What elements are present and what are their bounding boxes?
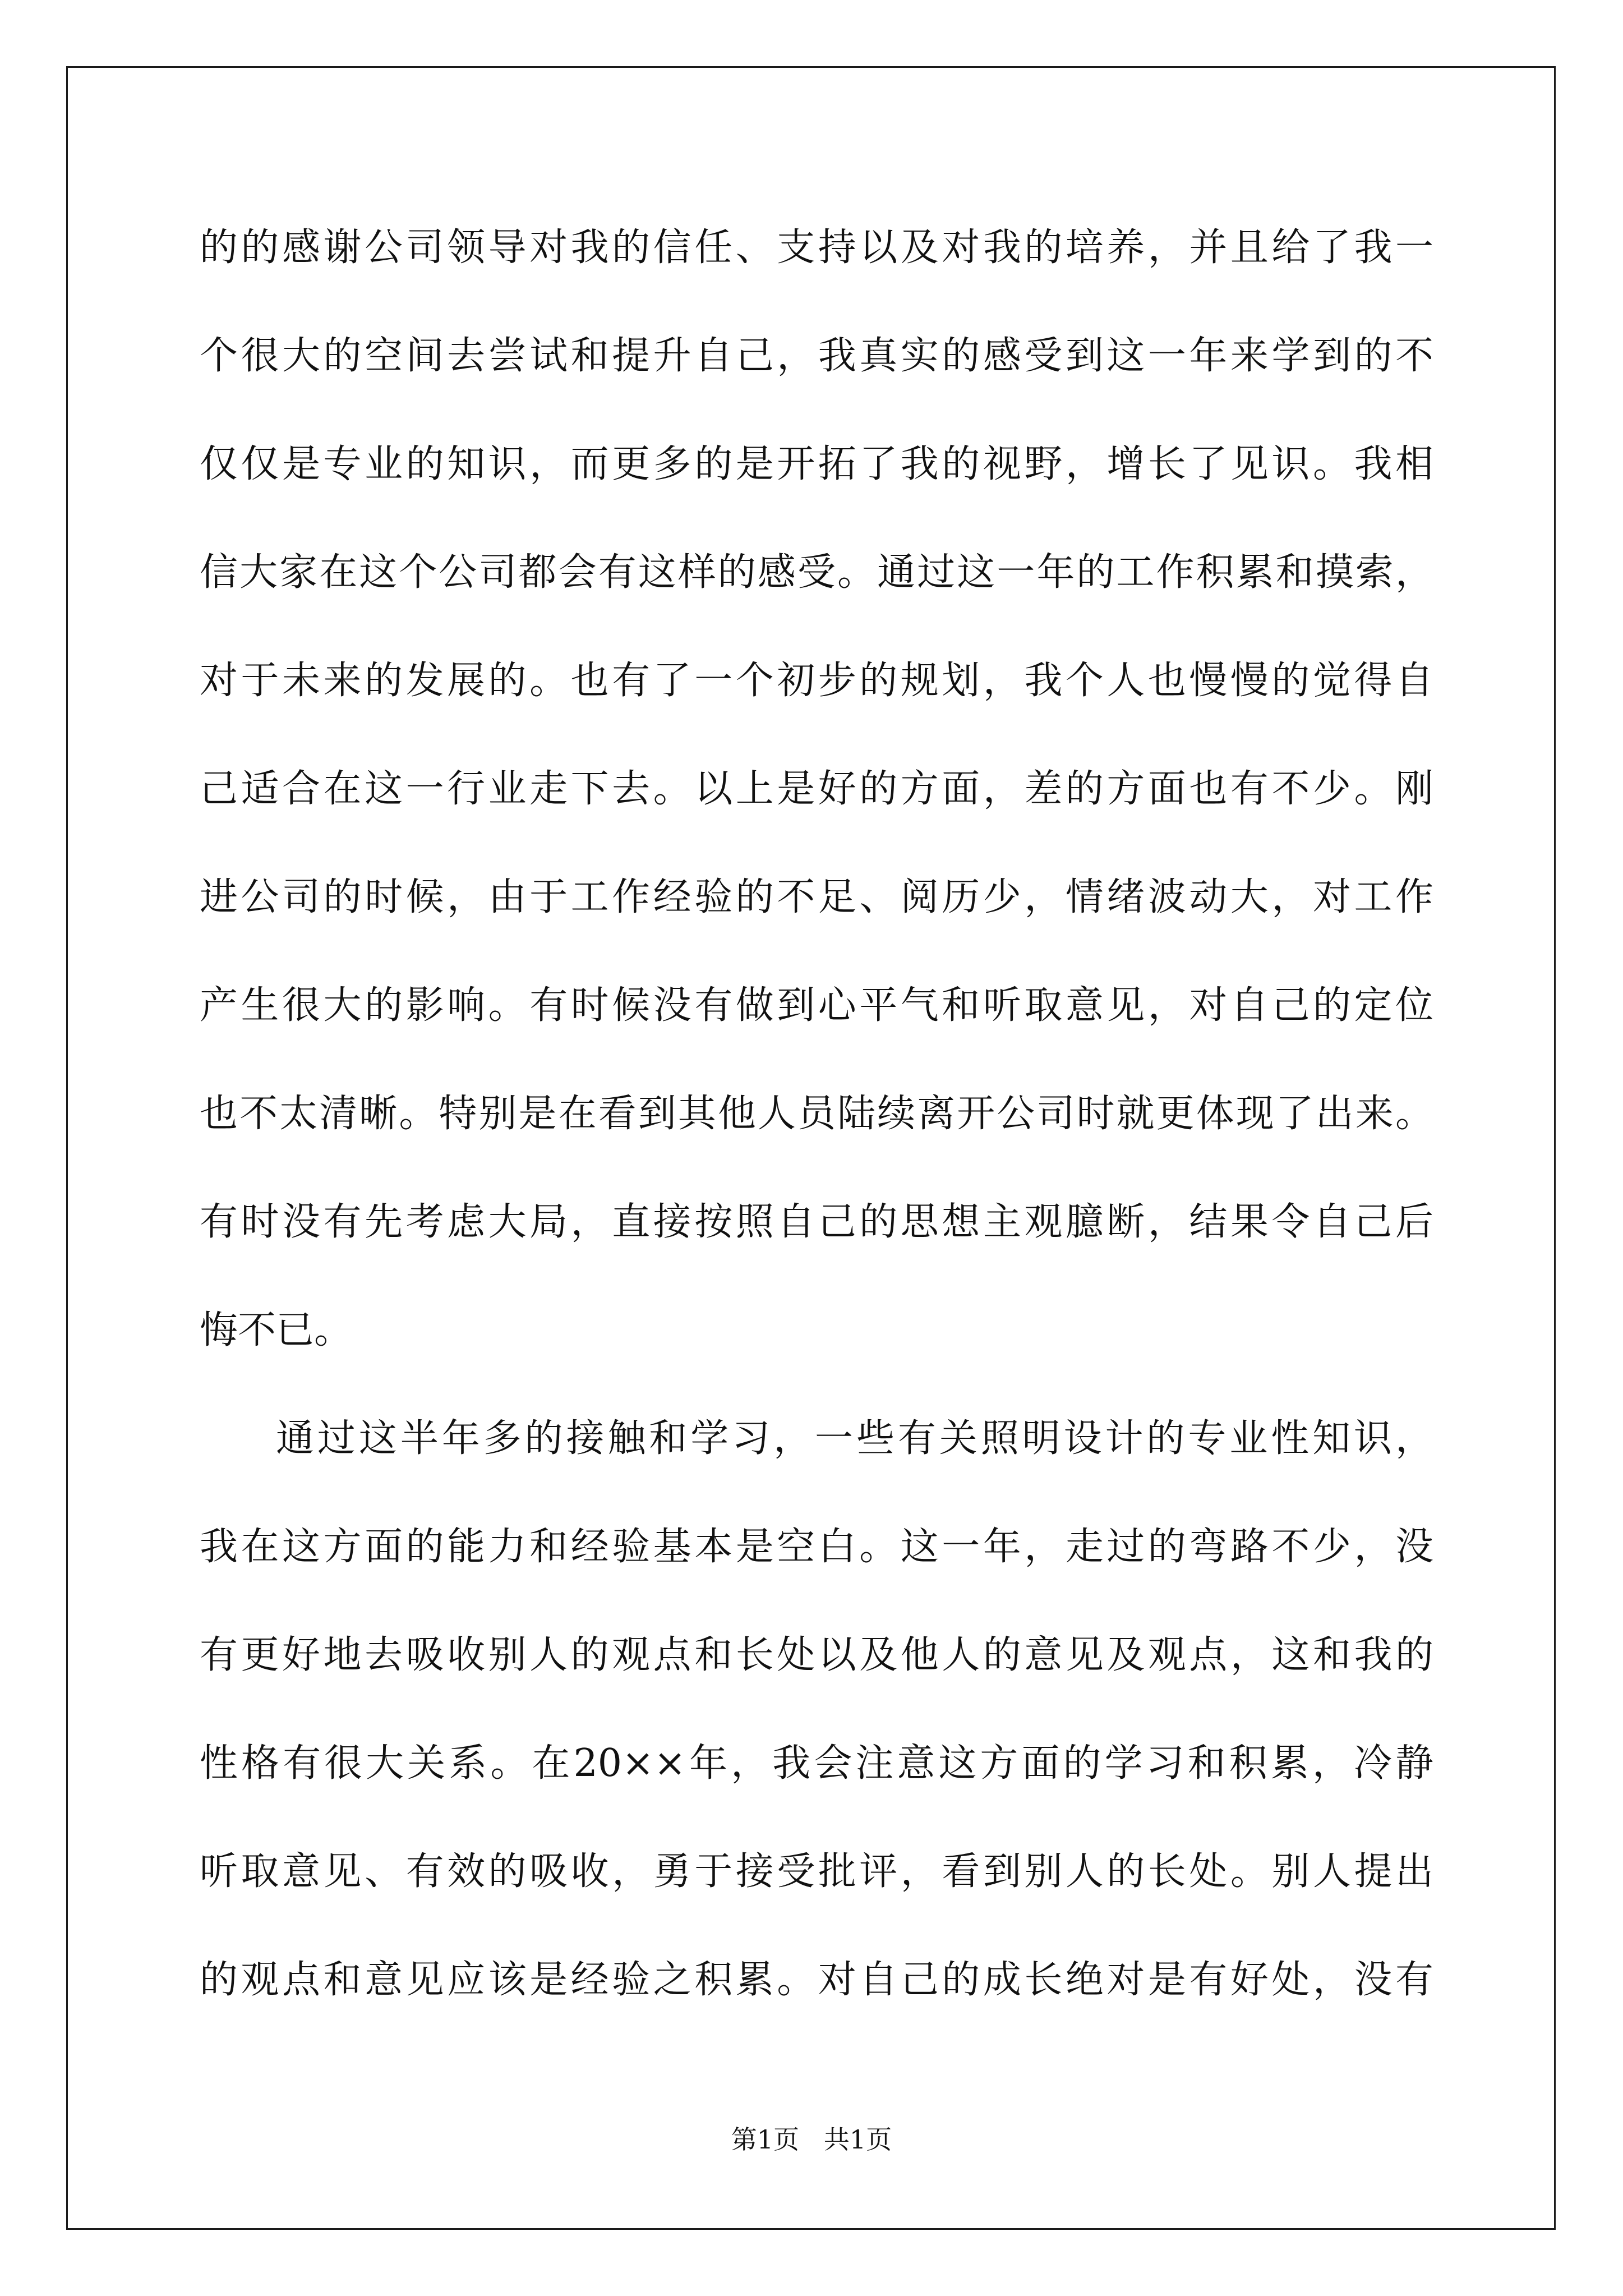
paragraph-line: 悔不已。 bbox=[200, 1308, 353, 1352]
paragraph-line: 己适合在这一行业走下去。以上是好的方面，差的方面也有不少。刚 bbox=[200, 767, 1433, 811]
paragraph-line: 对于未来的发展的。也有了一个初步的规划，我个人也慢慢的觉得自 bbox=[200, 659, 1433, 703]
page-number-footer: 第1页 共1页 bbox=[731, 2124, 892, 2155]
paragraph-line: 有时没有先考虑大局，直接按照自己的思想主观臆断，结果令自己后 bbox=[200, 1200, 1433, 1244]
paragraph-line: 也不太清晰。特别是在看到其他人员陆续离开公司时就更体现了出来。 bbox=[200, 1092, 1433, 1136]
paragraph-line: 产生很大的影响。有时候没有做到心平气和听取意见，对自己的定位 bbox=[200, 983, 1433, 1028]
paragraph-line: 仅仅是专业的知识，而更多的是开拓了我的视野，增长了见识。我相 bbox=[200, 442, 1433, 486]
paragraph-line: 信大家在这个公司都会有这样的感受。通过这一年的工作积累和摸索， bbox=[200, 550, 1433, 595]
paragraph-line: 的的感谢公司领导对我的信任、支持以及对我的培养，并且给了我一 bbox=[200, 226, 1433, 270]
paragraph-line: 性格有很大关系。在20××年，我会注意这方面的学习和积累，冷静 bbox=[200, 1741, 1433, 1786]
paragraph-line: 有更好地去吸收别人的观点和长处以及他人的意见及观点，这和我的 bbox=[200, 1633, 1433, 1677]
paragraph-line: 个很大的空间去尝试和提升自己，我真实的感受到这一年来学到的不 bbox=[200, 334, 1433, 378]
paragraph-line: 进公司的时候，由于工作经验的不足、阅历少，情绪波动大，对工作 bbox=[200, 875, 1433, 919]
document-body bbox=[200, 194, 1433, 2034]
paragraph-line: 听取意见、有效的吸收，勇于接受批评，看到别人的长处。别人提出 bbox=[200, 1849, 1433, 1894]
paragraph-line: 的观点和意见应该是经验之积累。对自己的成长绝对是有好处，没有 bbox=[200, 1958, 1433, 2002]
paragraph-line: 通过这半年多的接触和学习，一些有关照明设计的专业性知识， bbox=[276, 1416, 1433, 1461]
paragraph-line: 我在这方面的能力和经验基本是空白。这一年，走过的弯路不少，没 bbox=[200, 1525, 1433, 1569]
